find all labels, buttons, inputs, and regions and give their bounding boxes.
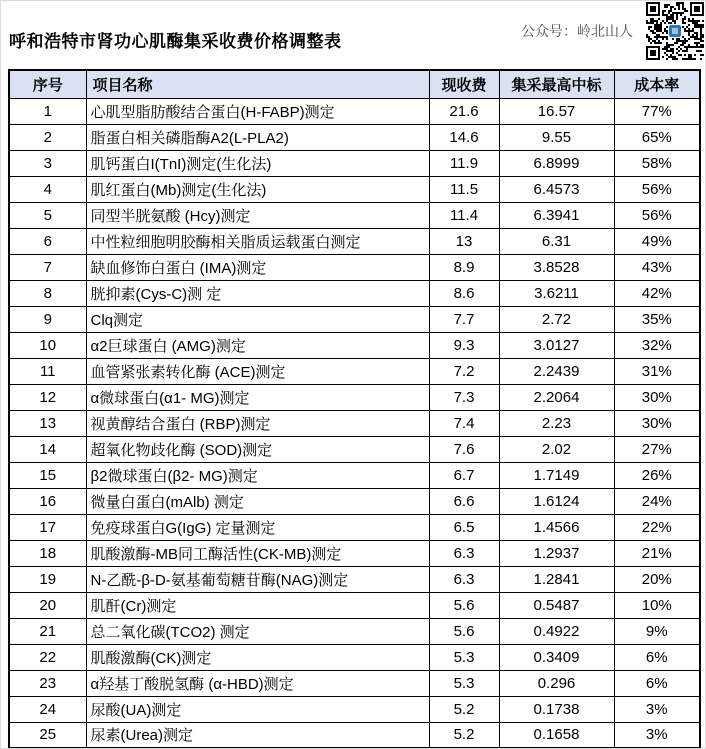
bid-max-cell: 1.7149 <box>499 462 614 488</box>
cost-rate-cell: 35% <box>614 306 700 332</box>
item-name-cell: 微量白蛋白(mAlb) 测定 <box>86 488 429 514</box>
table-row <box>9 332 700 358</box>
bid-max-cell: 1.2937 <box>499 540 614 566</box>
qr-code-icon <box>646 2 704 60</box>
item-name-cell: 免疫球蛋白G(IgG) 定量测定 <box>86 514 429 540</box>
table-row <box>9 410 700 436</box>
table-row <box>9 306 700 332</box>
cost-rate-cell: 56% <box>614 176 700 202</box>
current-fee-cell: 5.3 <box>429 644 499 670</box>
item-name-cell: 总二氧化碳(TCO2) 测定 <box>86 618 429 644</box>
item-name-cell: 尿素(Urea)测定 <box>86 722 429 748</box>
row-index-cell: 15 <box>9 462 86 488</box>
item-name-cell: 肌酐(Cr)测定 <box>86 592 429 618</box>
bid-max-cell: 0.4922 <box>499 618 614 644</box>
cost-rate-cell: 42% <box>614 280 700 306</box>
cost-rate-cell: 58% <box>614 150 700 176</box>
column-header-cost-rate: 成本率 <box>614 70 700 98</box>
table-row <box>9 696 700 722</box>
cost-rate-cell: 3% <box>614 722 700 748</box>
row-index-cell: 14 <box>9 436 86 462</box>
item-name-cell: 脂蛋白相关磷脂酶A2(L-PLA2) <box>86 124 429 150</box>
row-index-cell: 19 <box>9 566 86 592</box>
current-fee-cell: 9.3 <box>429 332 499 358</box>
table-row <box>9 202 700 228</box>
cost-rate-cell: 20% <box>614 566 700 592</box>
bid-max-cell: 0.3409 <box>499 644 614 670</box>
row-index-cell: 23 <box>9 670 86 696</box>
item-name-cell: β2微球蛋白(β2- MG)测定 <box>86 462 429 488</box>
bid-max-cell: 3.6211 <box>499 280 614 306</box>
item-name-cell: Clq测定 <box>86 306 429 332</box>
bid-max-cell: 3.0127 <box>499 332 614 358</box>
bid-max-cell: 2.2064 <box>499 384 614 410</box>
row-index-cell: 5 <box>9 202 86 228</box>
item-name-cell: N-乙酰-β-D-氨基葡萄糖苷酶(NAG)测定 <box>86 566 429 592</box>
item-name-cell: 肌酸激酶(CK)测定 <box>86 644 429 670</box>
bid-max-cell: 0.1658 <box>499 722 614 748</box>
current-fee-cell: 5.2 <box>429 696 499 722</box>
row-index-cell: 3 <box>9 150 86 176</box>
current-fee-cell: 6.3 <box>429 566 499 592</box>
current-fee-cell: 13 <box>429 228 499 254</box>
table-row <box>9 670 700 696</box>
item-name-cell: 肌红蛋白(Mb)测定(生化法) <box>86 176 429 202</box>
current-fee-cell: 5.3 <box>429 670 499 696</box>
bid-max-cell: 6.31 <box>499 228 614 254</box>
bid-max-cell: 2.2439 <box>499 358 614 384</box>
wechat-account-label: 公众号：岭北山人 <box>521 23 633 39</box>
bid-max-cell: 2.02 <box>499 436 614 462</box>
row-index-cell: 9 <box>9 306 86 332</box>
current-fee-cell: 7.7 <box>429 306 499 332</box>
cost-rate-cell: 21% <box>614 540 700 566</box>
bid-max-cell: 2.72 <box>499 306 614 332</box>
item-name-cell: α微球蛋白(α1- MG)测定 <box>86 384 429 410</box>
table-row <box>9 488 700 514</box>
row-index-cell: 16 <box>9 488 86 514</box>
current-fee-cell: 6.3 <box>429 540 499 566</box>
item-name-cell: 胱抑素(Cys-C)测 定 <box>86 280 429 306</box>
bid-max-cell: 6.4573 <box>499 176 614 202</box>
current-fee-cell: 14.6 <box>429 124 499 150</box>
table-row <box>9 228 700 254</box>
table-row <box>9 592 700 618</box>
table-row <box>9 280 700 306</box>
row-index-cell: 11 <box>9 358 86 384</box>
current-fee-cell: 11.9 <box>429 150 499 176</box>
current-fee-cell: 8.6 <box>429 280 499 306</box>
current-fee-cell: 7.4 <box>429 410 499 436</box>
row-index-cell: 25 <box>9 722 86 748</box>
current-fee-cell: 11.5 <box>429 176 499 202</box>
table-row <box>9 176 700 202</box>
row-index-cell: 17 <box>9 514 86 540</box>
cost-rate-cell: 26% <box>614 462 700 488</box>
bid-max-cell: 3.8528 <box>499 254 614 280</box>
bid-max-cell: 1.2841 <box>499 566 614 592</box>
current-fee-cell: 5.6 <box>429 618 499 644</box>
row-index-cell: 12 <box>9 384 86 410</box>
row-index-cell: 2 <box>9 124 86 150</box>
bid-max-cell: 0.296 <box>499 670 614 696</box>
column-header-name: 项目名称 <box>86 70 429 98</box>
cost-rate-cell: 30% <box>614 384 700 410</box>
item-name-cell: 心肌型脂肪酸结合蛋白(H-FABP)测定 <box>86 98 429 124</box>
column-header-index: 序号 <box>9 70 86 98</box>
item-name-cell: 超氧化物歧化酶 (SOD)测定 <box>86 436 429 462</box>
qr-code-svg <box>646 2 704 60</box>
row-index-cell: 13 <box>9 410 86 436</box>
bid-max-cell: 1.4566 <box>499 514 614 540</box>
current-fee-cell: 6.6 <box>429 488 499 514</box>
item-name-cell: 肌酸激酶-MB同工酶活性(CK-MB)测定 <box>86 540 429 566</box>
current-fee-cell: 7.6 <box>429 436 499 462</box>
table-row <box>9 644 700 670</box>
current-fee-cell: 11.4 <box>429 202 499 228</box>
cost-rate-cell: 65% <box>614 124 700 150</box>
current-fee-cell: 6.5 <box>429 514 499 540</box>
column-header-fee: 现收费 <box>429 70 499 98</box>
table-row <box>9 436 700 462</box>
table-body <box>9 98 700 748</box>
table-row <box>9 98 700 124</box>
cost-rate-cell: 27% <box>614 436 700 462</box>
bid-max-cell: 6.8999 <box>499 150 614 176</box>
cost-rate-cell: 6% <box>614 644 700 670</box>
bid-max-cell: 1.6124 <box>499 488 614 514</box>
cost-rate-cell: 6% <box>614 670 700 696</box>
bid-max-cell: 0.5487 <box>499 592 614 618</box>
cost-rate-cell: 22% <box>614 514 700 540</box>
row-index-cell: 7 <box>9 254 86 280</box>
bid-max-cell: 6.3941 <box>499 202 614 228</box>
current-fee-cell: 5.2 <box>429 722 499 748</box>
cost-rate-cell: 10% <box>614 592 700 618</box>
item-name-cell: 尿酸(UA)测定 <box>86 696 429 722</box>
column-header-bid-max: 集采最高中标 <box>499 70 614 98</box>
cost-rate-cell: 56% <box>614 202 700 228</box>
cost-rate-cell: 24% <box>614 488 700 514</box>
table-row <box>9 566 700 592</box>
cost-rate-cell: 30% <box>614 410 700 436</box>
table-header-row <box>9 70 700 98</box>
cost-rate-cell: 49% <box>614 228 700 254</box>
row-index-cell: 4 <box>9 176 86 202</box>
row-index-cell: 1 <box>9 98 86 124</box>
item-name-cell: 视黄醇结合蛋白 (RBP)测定 <box>86 410 429 436</box>
item-name-cell: 同型半胱氨酸 (Hcy)测定 <box>86 202 429 228</box>
current-fee-cell: 6.7 <box>429 462 499 488</box>
row-index-cell: 22 <box>9 644 86 670</box>
item-name-cell: 中性粒细胞明胶酶相关脂质运载蛋白测定 <box>86 228 429 254</box>
bid-max-cell: 0.1738 <box>499 696 614 722</box>
table-row <box>9 384 700 410</box>
table-row <box>9 358 700 384</box>
item-name-cell: 血管紧张素转化酶 (ACE)测定 <box>86 358 429 384</box>
table-row <box>9 540 700 566</box>
cost-rate-cell: 32% <box>614 332 700 358</box>
price-table <box>8 69 701 749</box>
bid-max-cell: 16.57 <box>499 98 614 124</box>
table-row <box>9 618 700 644</box>
current-fee-cell: 8.9 <box>429 254 499 280</box>
row-index-cell: 21 <box>9 618 86 644</box>
table-row <box>9 254 700 280</box>
cost-rate-cell: 9% <box>614 618 700 644</box>
table-row <box>9 514 700 540</box>
item-name-cell: 缺血修饰白蛋白 (IMA)测定 <box>86 254 429 280</box>
table-row <box>9 722 700 748</box>
current-fee-cell: 21.6 <box>429 98 499 124</box>
cost-rate-cell: 77% <box>614 98 700 124</box>
row-index-cell: 24 <box>9 696 86 722</box>
current-fee-cell: 7.3 <box>429 384 499 410</box>
item-name-cell: 肌钙蛋白I(TnI)测定(生化法) <box>86 150 429 176</box>
table-row <box>9 462 700 488</box>
row-index-cell: 18 <box>9 540 86 566</box>
page-title: 呼和浩特市肾功心肌酶集采收费价格调整表 <box>9 32 342 51</box>
bid-max-cell: 9.55 <box>499 124 614 150</box>
row-index-cell: 20 <box>9 592 86 618</box>
table-row <box>9 124 700 150</box>
cost-rate-cell: 3% <box>614 696 700 722</box>
current-fee-cell: 5.6 <box>429 592 499 618</box>
table-row <box>9 150 700 176</box>
cost-rate-cell: 43% <box>614 254 700 280</box>
row-index-cell: 6 <box>9 228 86 254</box>
item-name-cell: α羟基丁酸脱氢酶 (α-HBD)测定 <box>86 670 429 696</box>
bid-max-cell: 2.23 <box>499 410 614 436</box>
cost-rate-cell: 31% <box>614 358 700 384</box>
row-index-cell: 8 <box>9 280 86 306</box>
current-fee-cell: 7.2 <box>429 358 499 384</box>
row-index-cell: 10 <box>9 332 86 358</box>
item-name-cell: α2巨球蛋白 (AMG)测定 <box>86 332 429 358</box>
